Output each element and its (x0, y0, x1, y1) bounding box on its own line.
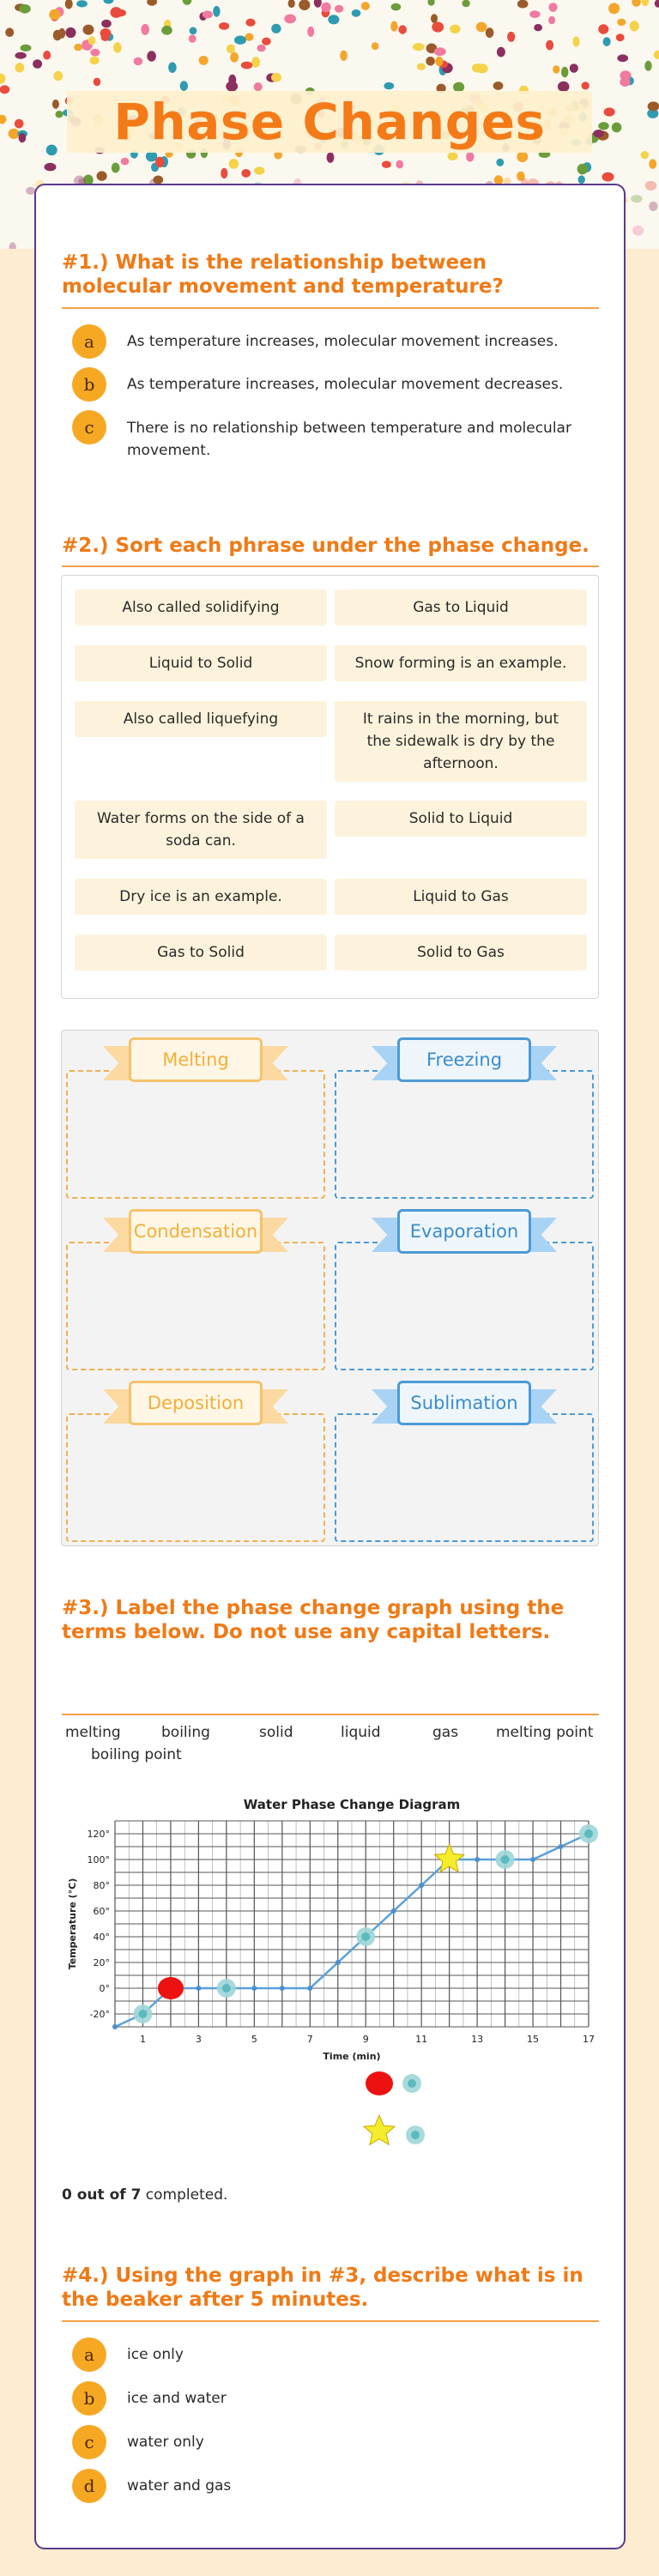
confetti-dot (49, 9, 60, 21)
confetti-dot (227, 45, 235, 54)
confetti-dot (76, 0, 88, 7)
confetti-dot (340, 51, 348, 61)
phrase-chip[interactable]: Dry ice is an example. (75, 879, 327, 915)
x-tick-label: 15 (527, 2034, 540, 2045)
confetti-dot (602, 172, 614, 182)
drop-zone-freezing[interactable] (335, 1070, 594, 1199)
confetti-dot (33, 59, 42, 69)
confetti-dot (486, 27, 494, 38)
confetti-dot (553, 65, 559, 74)
x-axis-label: Time (min) (323, 2051, 381, 2062)
x-tick-label: 9 (362, 2034, 369, 2045)
category-label: Deposition (129, 1381, 263, 1425)
ribbon-melting (103, 1037, 288, 1089)
ribbon-condensation (103, 1209, 288, 1261)
confetti-dot (608, 3, 620, 14)
confetti-dot (168, 62, 177, 73)
confetti-dot (598, 122, 609, 130)
y-tick-label: 20° (93, 1957, 110, 1968)
confetti-dot (382, 161, 391, 168)
category-label: Freezing (397, 1037, 531, 1082)
category-label: Melting (129, 1037, 263, 1082)
confetti-dot (251, 57, 260, 68)
q1-heading: #1.) What is the relationship between molecular movement and temperature? (62, 251, 504, 298)
confetti-dot (101, 20, 112, 28)
ribbon-evaporation (372, 1209, 557, 1261)
confetti-dot (648, 101, 659, 111)
phrase-chip[interactable]: Water forms on the side of a soda can. (75, 801, 327, 859)
series-point (251, 1986, 257, 1991)
confetti-dot (466, 152, 474, 162)
confetti-dot (612, 123, 622, 133)
confetti-dot (655, 0, 659, 8)
page-title: Phase Changes (113, 93, 546, 151)
phrase-chip[interactable]: Liquid to Gas (335, 879, 587, 915)
confetti-dot (632, 0, 641, 7)
confetti-dot (155, 157, 164, 168)
progress-status (62, 2186, 227, 2204)
teal-marker-core (222, 1984, 231, 1992)
q1-option-a-badge[interactable]: a (72, 324, 106, 359)
confetti-dot (603, 37, 611, 46)
confetti-dot (262, 38, 271, 45)
confetti-dot (548, 3, 557, 12)
confetti-dot (546, 40, 553, 51)
confetti-dot (219, 22, 229, 30)
confetti-dot (190, 27, 197, 35)
x-tick-label: 7 (306, 2034, 313, 2045)
teal-marker-core (584, 1829, 593, 1838)
confetti-dot (472, 63, 484, 72)
confetti-dot (384, 82, 394, 89)
category-drop-area (61, 1030, 599, 1546)
confetti-dot (496, 159, 504, 166)
confetti-dot (617, 19, 626, 26)
confetti-dot (434, 47, 446, 56)
series-point (559, 1844, 564, 1849)
confetti-dot (307, 27, 314, 37)
confetti-dot (578, 175, 585, 184)
confetti-dot (654, 51, 659, 59)
confetti-dot (631, 195, 643, 203)
confetti-dot (432, 21, 444, 32)
q4-option-d-text[interactable]: water and gas (127, 2477, 232, 2494)
confetti-dot (649, 202, 657, 211)
confetti-dot (398, 25, 407, 33)
confetti-dot (97, 171, 107, 180)
confetti-dot (121, 158, 130, 166)
confetti-dot (56, 111, 63, 118)
y-tick-label: 60° (93, 1906, 110, 1917)
confetti-dot (0, 115, 6, 124)
ribbon-sublimation (372, 1381, 557, 1432)
legend-teal-dot-core (411, 2131, 420, 2139)
confetti-dot (352, 9, 361, 17)
confetti-dot (493, 82, 504, 90)
confetti-dot (497, 47, 505, 57)
confetti-dot (390, 21, 397, 32)
confetti-dot (561, 67, 569, 77)
confetti-dot (90, 49, 100, 57)
confetti-dot (45, 163, 57, 172)
confetti-dot (476, 22, 487, 33)
legend-teal-dot-core (408, 2079, 416, 2088)
confetti-dot (645, 181, 656, 190)
confetti-dot (147, 51, 156, 61)
q2-heading: #2.) Sort each phrase under the phase change. (62, 535, 589, 557)
confetti-dot (284, 15, 296, 24)
confetti-dot (189, 35, 196, 43)
term-chip[interactable]: boiling point (91, 1746, 182, 1763)
q4-option-d-badge[interactable]: d (72, 2469, 106, 2503)
confetti-dot (642, 0, 650, 6)
confetti-dot (582, 82, 589, 89)
confetti-dot (448, 152, 458, 160)
confetti-dot (617, 54, 628, 62)
ribbon-deposition (103, 1381, 288, 1432)
confetti-dot (361, 2, 370, 10)
teal-marker-core (501, 1855, 510, 1864)
phrase-chip[interactable]: Liquid to Solid (75, 645, 327, 681)
confetti-dot (0, 74, 5, 84)
confetti-dot (335, 5, 343, 13)
drop-zone-condensation[interactable] (66, 1242, 325, 1370)
term-chip[interactable]: gas (432, 1724, 459, 1741)
confetti-dot (19, 133, 27, 142)
confetti-dot (254, 82, 263, 91)
phrase-bank (61, 575, 599, 999)
phrase-chip[interactable]: Also called solidifying (75, 590, 327, 626)
confetti-dot (134, 57, 143, 65)
y-tick-label: 100° (87, 1854, 110, 1865)
series-point (391, 1908, 396, 1914)
confetti-dot (230, 52, 239, 63)
confetti-dot (229, 159, 239, 169)
x-tick-label: 11 (415, 2034, 428, 2045)
q4-option-b-text[interactable]: ice and water (127, 2390, 227, 2407)
confetti-dot (328, 15, 339, 24)
confetti-dot (153, 176, 163, 184)
chart-title: Water Phase Change Diagram (243, 1797, 461, 1812)
confetti-dot (15, 52, 26, 59)
confetti-dot (43, 51, 51, 60)
confetti-dot (396, 160, 403, 169)
confetti-dot (577, 164, 588, 175)
confetti-dot (65, 27, 76, 38)
q4-heading: #4.) Using the graph in #3, describe what is in the beaker after 5 minutes. (62, 2265, 583, 2311)
q1-option-b-text[interactable]: As temperature increases, molecular movement decreases. (127, 376, 564, 393)
confetti-dot (413, 43, 425, 51)
q1-divider (62, 307, 599, 309)
series-point (419, 1883, 424, 1888)
confetti-dot (141, 24, 149, 35)
drop-zone-evaporation[interactable] (335, 1242, 594, 1370)
series-point (336, 1960, 341, 1965)
x-tick-label: 5 (251, 2034, 257, 2045)
confetti-dot (644, 61, 651, 71)
series-point (307, 1986, 312, 1991)
confetti-dot (548, 16, 555, 25)
term-chip[interactable]: melting point (496, 1724, 594, 1741)
q4-option-c-badge[interactable]: c (72, 2425, 106, 2459)
confetti-dot (46, 145, 57, 156)
confetti-dot (65, 0, 73, 9)
confetti-dot (94, 78, 101, 87)
confetti-dot (288, 0, 295, 8)
red-marker (158, 1977, 184, 1999)
confetti-dot (9, 242, 16, 249)
phrase-chip[interactable]: Also called liquefying (75, 701, 327, 737)
confetti-dot (428, 0, 435, 6)
confetti-dot (90, 57, 100, 64)
confetti-dot (15, 63, 25, 72)
confetti-dot (58, 28, 65, 39)
phase-change-graph (62, 1785, 599, 2168)
confetti-dot (183, 0, 192, 5)
confetti-dot (570, 63, 578, 73)
q4-divider (62, 2320, 599, 2322)
term-chip[interactable]: melting (65, 1724, 121, 1741)
series-point (475, 1857, 480, 1862)
x-tick-label: 1 (139, 2034, 146, 2045)
x-tick-label: 3 (195, 2034, 202, 2045)
category-label: Sublimation (397, 1381, 531, 1425)
confetti-dot (83, 25, 94, 35)
confetti-dot (450, 25, 460, 33)
confetti-dot (5, 27, 14, 37)
confetti-dot (115, 9, 126, 17)
confetti-dot (180, 81, 188, 91)
confetti-dot (245, 19, 255, 27)
confetti-dot (147, 0, 157, 6)
phrase-chip[interactable]: Solid to Liquid (335, 801, 587, 837)
teal-marker-core (361, 1932, 370, 1941)
confetti-dot (104, 0, 114, 3)
confetti-dot (112, 163, 120, 173)
legend-red-dot (366, 2071, 393, 2095)
confetti-dot (372, 42, 378, 50)
confetti-dot (630, 21, 639, 31)
confetti-dot (203, 10, 213, 18)
ribbon-freezing (372, 1037, 557, 1089)
phrase-chip[interactable]: Gas to Solid (75, 934, 327, 971)
drop-zone-sublimation[interactable] (335, 1413, 594, 1542)
progress-count: 0 out of 7 (62, 2186, 142, 2204)
confetti-dot (241, 169, 251, 178)
phrase-chip[interactable]: Gas to Liquid (335, 590, 587, 626)
term-chip[interactable]: solid (259, 1724, 293, 1741)
confetti-dot (573, 36, 580, 46)
y-tick-label: 80° (93, 1880, 110, 1891)
teal-marker-core (138, 2010, 147, 2018)
phrase-chip[interactable]: Solid to Gas (335, 934, 587, 971)
confetti-dot (593, 130, 604, 137)
confetti-dot (21, 45, 32, 51)
confetti-dot (435, 57, 443, 67)
category-label: Condensation (129, 1209, 263, 1254)
confetti-dot (226, 82, 238, 92)
q4-option-b-badge[interactable]: b (72, 2381, 106, 2416)
confetti-dot (299, 0, 310, 10)
confetti-dot (534, 24, 542, 31)
confetti-dot (616, 33, 625, 41)
confetti-dot (19, 4, 31, 14)
confetti-dot (113, 42, 122, 53)
confetti-dot (517, 0, 529, 9)
confetti-dot (241, 62, 253, 70)
confetti-dot (221, 168, 227, 178)
confetti-dot (314, 0, 322, 8)
confetti-dot (529, 10, 540, 18)
q1-option-c-badge[interactable]: c (72, 410, 106, 444)
q3-divider (62, 1714, 599, 1715)
q3-heading: #3.) Label the phase change graph using the terms below. Do not use any capital letters. (62, 1597, 565, 1643)
confetti-dot (507, 32, 515, 42)
y-tick-label: -20° (89, 2009, 110, 2020)
series-point (112, 2024, 118, 2029)
confetti-dot (0, 85, 9, 94)
confetti-dot (199, 56, 209, 65)
q1-option-c-text[interactable]: There is no relationship between temperature and molecular movement. (127, 420, 571, 459)
confetti-dot (327, 152, 335, 163)
series-point (196, 1986, 201, 1991)
confetti-dot (257, 45, 265, 51)
confetti-dot (431, 14, 438, 23)
progress-suffix: completed. (141, 2186, 228, 2204)
phrase-chip[interactable]: It rains in the morning, but the sidewalk is dry by the afternoon. (335, 701, 587, 782)
confetti-dot (641, 151, 649, 159)
confetti-dot (632, 226, 644, 236)
legend-star (364, 2115, 395, 2144)
term-chip[interactable]: boiling (161, 1724, 210, 1741)
category-label: Evaporation (397, 1209, 531, 1254)
y-axis-label: Temperature (°C) (67, 1878, 78, 1970)
confetti-dot (462, 0, 469, 7)
confetti-dot (88, 36, 96, 45)
confetti-dot (254, 166, 264, 174)
q4-option-a-badge[interactable]: a (72, 2337, 106, 2372)
confetti-dot (604, 107, 615, 116)
confetti-dot (15, 119, 24, 129)
confetti-dot (74, 44, 82, 51)
confetti-dot (391, 3, 402, 11)
drop-zone-deposition[interactable] (66, 1413, 325, 1542)
confetti-dot (213, 6, 220, 17)
q4-option-c-text[interactable]: water only (127, 2434, 204, 2451)
series-point (280, 1986, 285, 1991)
phrase-chip[interactable]: Snow forming is an example. (335, 645, 587, 681)
confetti-dot (54, 71, 63, 81)
y-tick-label: 0° (99, 1983, 110, 1994)
title-banner (67, 91, 592, 153)
confetti-dot (234, 36, 246, 45)
confetti-dot (271, 73, 281, 82)
q1-option-b-badge[interactable]: b (72, 367, 106, 402)
confetti-dot (52, 100, 59, 109)
confetti-dot (426, 57, 435, 66)
confetti-dot (321, 3, 330, 13)
x-tick-label: 17 (583, 2034, 595, 2045)
confetti-dot (271, 24, 281, 33)
q1-option-a-text[interactable]: As temperature increases, molecular movement increases. (127, 333, 559, 350)
term-chip[interactable]: liquid (341, 1724, 381, 1741)
x-tick-label: 13 (471, 2034, 484, 2045)
confetti-dot (101, 33, 110, 41)
confetti-dot (417, 63, 426, 70)
confetti-dot (161, 26, 172, 35)
q4-option-a-text[interactable]: ice only (127, 2346, 184, 2363)
y-tick-label: 40° (93, 1932, 110, 1943)
confetti-dot (517, 151, 528, 162)
q2-divider (62, 565, 599, 567)
series-point (530, 1857, 535, 1862)
confetti-dot (598, 24, 608, 33)
confetti-dot (620, 77, 630, 87)
confetti-dot (649, 159, 656, 168)
drop-zone-melting[interactable] (66, 1070, 325, 1199)
y-tick-label: 120° (87, 1829, 110, 1840)
